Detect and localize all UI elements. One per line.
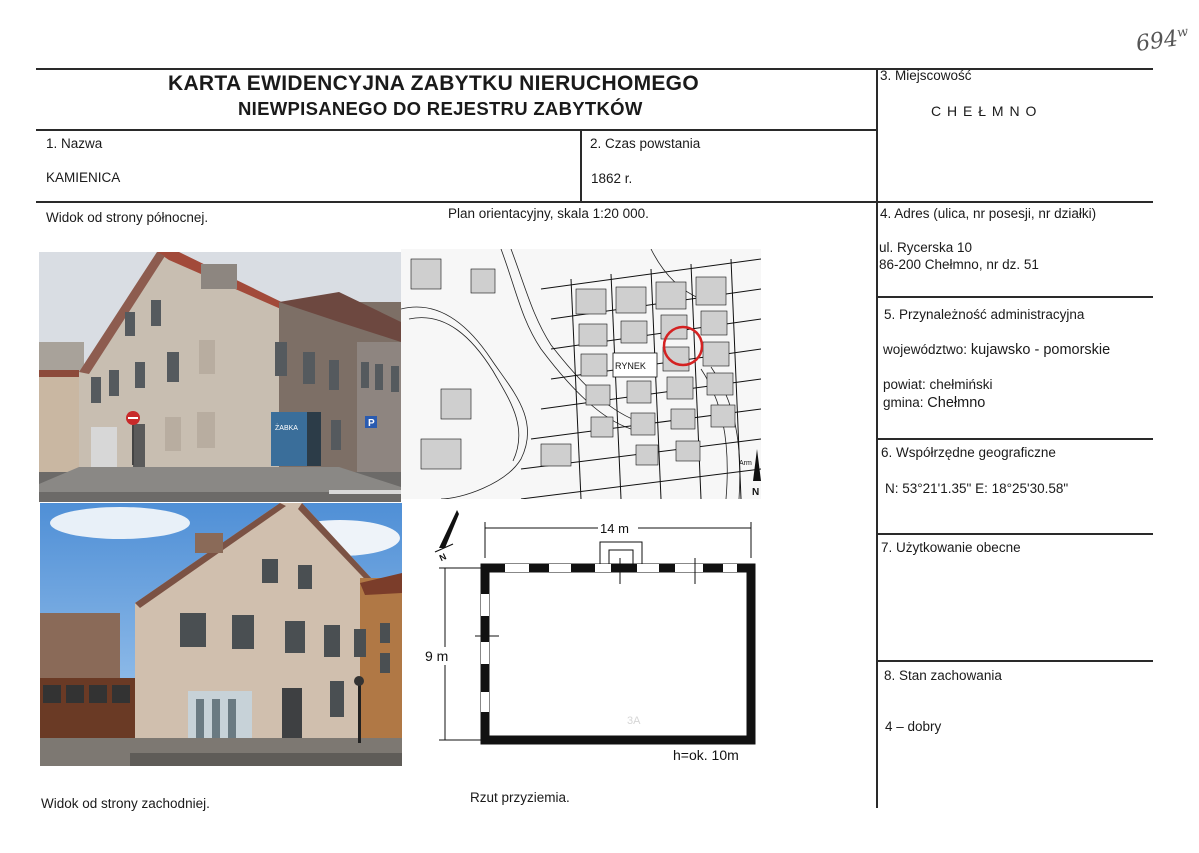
county: powiat: chełmiński bbox=[883, 377, 993, 392]
parking-sign: P bbox=[368, 418, 375, 429]
plan-north-label: N bbox=[437, 551, 448, 564]
locality-label: 3. Miejscowość bbox=[880, 68, 972, 83]
rule-8 bbox=[876, 660, 1153, 662]
municipality-prefix: gmina: bbox=[883, 395, 924, 410]
center-divider bbox=[580, 129, 582, 202]
svg-text:3A: 3A bbox=[627, 715, 641, 727]
voivodeship bbox=[883, 342, 1110, 358]
name-bottom-rule bbox=[36, 201, 1153, 203]
photo-west-view bbox=[40, 503, 402, 766]
floor-plan bbox=[405, 502, 761, 764]
name-label: 1. Nazwa bbox=[46, 136, 103, 151]
condition-value: 4 – dobry bbox=[885, 719, 942, 734]
name-value: KAMIENICA bbox=[46, 170, 121, 185]
date-value: 1862 r. bbox=[591, 171, 633, 186]
voivodeship-value: kujawsko - pomorskie bbox=[970, 342, 1111, 358]
coordinates-label: 6. Współrzędne geograficzne bbox=[881, 445, 1056, 460]
address-label: 4. Adres (ulica, nr posesji, nr działki) bbox=[880, 206, 1097, 221]
plan-width-label: 14 m bbox=[600, 521, 629, 536]
plan-height-note: h=ok. 10m bbox=[673, 747, 739, 763]
top-rule bbox=[36, 68, 1153, 70]
voivodeship-prefix: województwo: bbox=[883, 342, 968, 357]
address-line2: 86-200 Chełmno, nr dz. 51 bbox=[879, 257, 1039, 272]
caption-north-view: Widok od strony północnej. bbox=[46, 210, 209, 225]
card-title: KARTA EWIDENCYJNA ZABYTKU NIERUCHOMEGO bbox=[168, 72, 699, 95]
card-subtitle: NIEWPISANEGO DO REJESTRU ZABYTKÓW bbox=[238, 98, 643, 119]
archive-number: 694$^w$ bbox=[1134, 24, 1190, 57]
map-edge-label: Arm bbox=[739, 460, 752, 467]
address-line1: ul. Rycerska 10 bbox=[879, 240, 973, 255]
plan-height-label: 9 m bbox=[425, 648, 449, 664]
shop-sign: ŻABKA bbox=[275, 425, 298, 432]
locality-value: C H E Ł M N O bbox=[931, 103, 1038, 119]
orientation-map bbox=[401, 249, 761, 499]
map-north-label: N bbox=[752, 487, 760, 498]
municipality bbox=[883, 395, 985, 411]
rule-5 bbox=[876, 296, 1153, 298]
usage-label: 7. Użytkowanie obecne bbox=[881, 540, 1021, 555]
admin-label: 5. Przynależność administracyjna bbox=[884, 307, 1085, 322]
municipality-value: Chełmno bbox=[927, 395, 986, 411]
rule-6 bbox=[876, 438, 1153, 440]
map-label-rynek: RYNEK bbox=[615, 361, 646, 371]
rule-7 bbox=[876, 533, 1153, 535]
caption-west-view: Widok od strony zachodniej. bbox=[41, 796, 210, 811]
coordinates-value: N: 53°21'1.35" E: 18°25'30.58" bbox=[885, 481, 1069, 496]
title-bottom-rule bbox=[36, 129, 878, 131]
date-label: 2. Czas powstania bbox=[590, 136, 701, 151]
condition-label: 8. Stan zachowania bbox=[884, 668, 1002, 683]
photo-north-view bbox=[39, 252, 401, 502]
caption-plan: Plan orientacyjny, skala 1:20 000. bbox=[448, 206, 649, 221]
caption-floor-plan: Rzut przyziemia. bbox=[470, 790, 570, 805]
